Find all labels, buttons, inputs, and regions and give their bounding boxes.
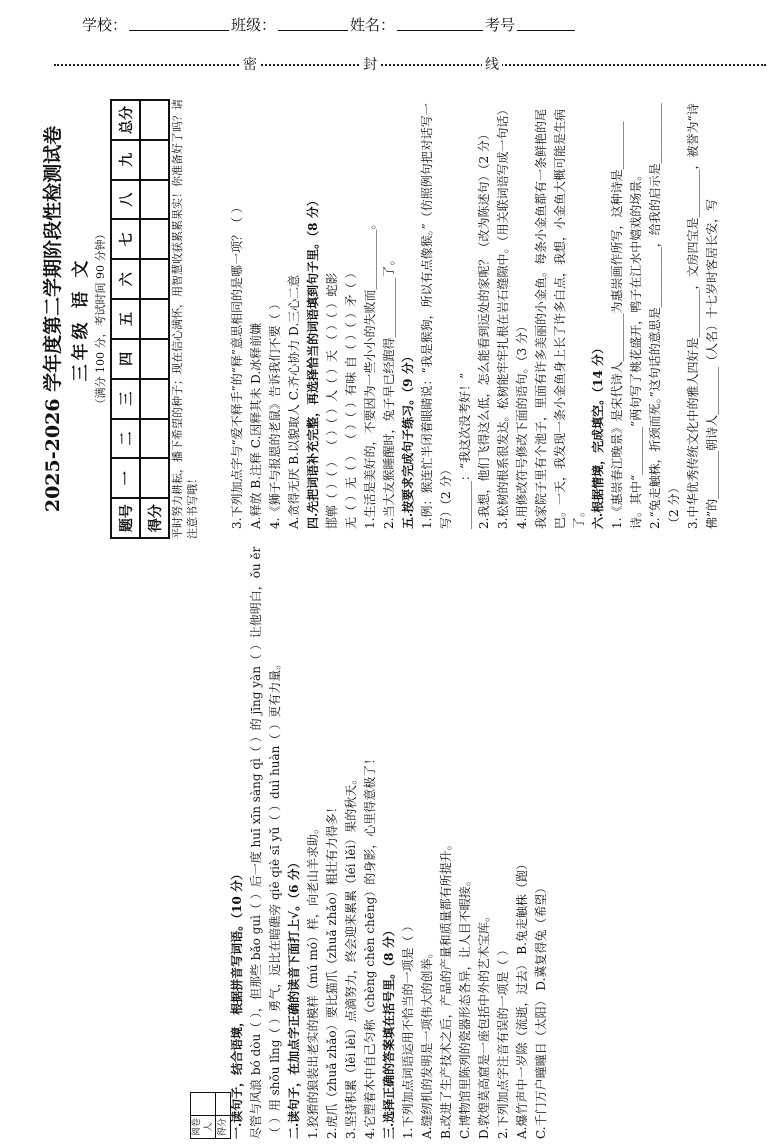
grader-reviewer-label: 阅卷人: [191, 1116, 216, 1139]
seal-char-mi: 密: [240, 54, 260, 74]
score-input-cell[interactable]: [140, 220, 169, 260]
score-table: [110, 99, 170, 539]
grader-score-label: 得分: [216, 1116, 231, 1139]
score-input-cell[interactable]: [140, 299, 169, 339]
grader-reviewer-cell[interactable]: [191, 1093, 216, 1116]
score-input-cell[interactable]: [140, 339, 169, 379]
question-line: C.博物馆里陈列的瓷器形态各异，让人目不暇接。: [458, 874, 472, 1139]
score-header-cell: 三: [111, 379, 140, 419]
question-line: A.缝纫机的发明是一项伟大的创举。: [420, 946, 434, 1139]
question-line: A.爆竹声中一岁除（流逝，过去） B.兔走触株（跑）: [515, 858, 529, 1139]
question-line: 1.例：猴连忙半闭着眼睛说：“我是猴狗，所以有点像猴。”（仿照例句把对话写一写）（2 分）: [420, 103, 453, 529]
question-line: 2.当大友猴睡醒时，兔子早已经跑得__________了。: [382, 253, 396, 529]
section-heading: 一.读句子，结合语境，根据拼音写词语。（10 分）: [230, 867, 244, 1139]
seal-line: [54, 52, 766, 76]
exam-number-field[interactable]: [517, 29, 575, 31]
question-line: 4.它塑着木中自己匀称（chèng chèn chēng）的身影，心里得意极了！: [363, 752, 377, 1139]
question-line: 1.生活是美好的，不要因为一些小小的失败而__________。: [363, 217, 377, 529]
seal-char-xian: 线: [482, 54, 502, 74]
paper-title: 2025-2026 学年度第二学期阶段性检测试卷: [42, 125, 64, 513]
question-line: ________：“我这次没考好！”: [458, 372, 472, 529]
question-line: D.敦煌莫高窟是一座包括中外的艺术宝库。: [477, 909, 491, 1139]
score-header-cell: 四: [111, 339, 140, 379]
question-line: 2.“兔走触株，折颈而死。”这句话的意思是__________，给我的启示是__________（2 分）: [648, 103, 681, 529]
exam-number-label: 考号: [485, 16, 516, 34]
question-line: B.改进了生产技术之后，产品的产量和质量都有所提升。: [439, 838, 453, 1139]
question-line: 无（ ）无（ ） （ ）（ ）有味 自（ ）（ ）矛（ ）: [344, 266, 358, 529]
name-label: 姓名：: [350, 16, 396, 34]
class-field[interactable]: [278, 29, 348, 31]
name-field[interactable]: [397, 29, 483, 31]
score-input-cell[interactable]: [140, 458, 169, 498]
section-heading: 五.按要求完成句子练习。（9 分）: [401, 350, 415, 529]
score-value-row: [140, 100, 169, 538]
score-header-cell: 五: [111, 299, 140, 339]
score-header-cell: 题号: [111, 498, 140, 538]
seal-char-feng: 封: [360, 54, 380, 74]
score-header-cell: 一: [111, 458, 140, 498]
score-header-cell: 七: [111, 220, 140, 260]
score-header-cell: 六: [111, 259, 140, 299]
section-heading: 四.先把词语补充完整，再选择恰当的词语填到句子里。（8 分）: [306, 194, 320, 529]
score-header-row: [111, 100, 140, 538]
question-line: 3.坚持积累（lěi lèi）点滴努力，终会迎来累累（léi lěi）果的秋天。: [344, 772, 358, 1139]
question-line: 2.虎爪（zhuǎ zhǎo）要比猫爪（zhuǎ zhǎo）粗壮有力得多！: [325, 801, 339, 1139]
question-line: 2.我想，他们飞得这么低，怎么能看到远处的家呢？（改为陈述句）（2 分）: [477, 128, 491, 529]
score-header-cell: 二: [111, 419, 140, 459]
score-input-cell[interactable]: [140, 419, 169, 459]
question-line: 尽管与风浪 bó dòu（ ），但那些 bǎo guì（ ）后一度 huī xīn sàng qì（ ）的 jīng yàn（ ）让他明白，ǒu ěr（ ）用 shǒu lǐng（ ）勇气，远比在暗礁旁 qiè qiè sī yǔ（ ）duì huàn（ ）更有力量。: [249, 546, 282, 1139]
class-label: 班级：: [231, 16, 277, 34]
score-input-cell[interactable]: [140, 259, 169, 299]
right-column: [228, 99, 722, 529]
section-heading: 三.选择正确的答案填在括号里。（8 分）: [382, 924, 396, 1139]
school-field[interactable]: [129, 29, 229, 31]
score-input-cell[interactable]: [140, 140, 169, 180]
section-heading: 二.读句子，在加点字正确的读音下面打上√。（6 分）: [287, 856, 301, 1139]
score-input-cell[interactable]: [140, 379, 169, 419]
question-line: 1.《惠崇春江晚景》是宋代诗人________为惠崇画作所写，这种诗是________诗。其中“________”两句写了桃花盛开，鸭子在江水中嬉戏的场景。: [610, 121, 643, 529]
question-line: A.释放 B.注释 C.因释其未 D.冰释前嫌: [249, 322, 263, 529]
question-line: 邯郸（ ）（ ） （ ）（ ）人（ ）天 （ ）（ ）蛇影: [325, 272, 339, 529]
section-heading: 六.根据情境，完成填空。（14 分）: [591, 341, 605, 529]
question-line: 1.下列加点词语运用不恰当的一项是（ ）: [401, 919, 415, 1139]
question-line: C.千门万户曈曈日（太阳） D.冀复得兔（希望）: [534, 881, 548, 1139]
question-line: A.贪得无厌 B.以貌取人 C.齐心协力 D.三心二意: [287, 274, 301, 529]
paper-subtitle: 三年级 语 文: [71, 256, 91, 382]
question-line: 2.下列加点字注音有误的一项是（ ）: [496, 943, 510, 1139]
paper-note: （满分 100 分，考试时间 90 分钟）: [94, 228, 107, 410]
question-line: 4.《狮子与报恩的老鼠》告诉我们不要（ ）: [268, 297, 282, 529]
dotted-divider: [54, 64, 766, 66]
question-line: 1.狡猾的狼装出老实的模样（mú mó）样，向老山羊求助。: [306, 822, 320, 1139]
school-label: 学校：: [82, 16, 128, 34]
paper-intro: 平时努力耕耘，播下希望的种子；现在信心满怀，用智慧收获累累果实！你准备好了吗？请注意书写哦！: [171, 99, 199, 539]
question-line: 3.松树的根系很发达。松树能牢牢扎根在岩石缝隙中。（用关联词语写成一句话）: [496, 103, 510, 529]
grader-box: [190, 1092, 231, 1139]
score-input-cell[interactable]: [140, 100, 169, 140]
score-header-cell: 总分: [111, 100, 140, 140]
score-header-cell: 八: [111, 180, 140, 220]
question-line: 4.用修改符号修改下面的语句。（3 分）: [515, 320, 529, 529]
score-input-cell[interactable]: [140, 180, 169, 220]
question-line: 3.下列加点字与“爱不释手”的“释”意思相同的是哪一项？（ ）: [230, 201, 244, 529]
exam-paper-rotated: [30, 99, 750, 1139]
score-row-label: 得分: [140, 498, 169, 538]
left-column: [228, 539, 551, 1139]
score-header-cell: 九: [111, 140, 140, 180]
question-line: 3.中华优秀传统文化中的雅人四好是________，文房四宝是________，被誉为“诗佛”的________朝诗人________（人名）十七岁时客居长安，写: [686, 103, 719, 529]
student-info-header: [82, 14, 762, 35]
question-line: 我家院子里有个池子，里面有许多美丽的小金鱼。每条小金鱼都有一条鲜艳的尾巴。一天，我发现一条小金鱼身上长了许多白点，我想，小金鱼大概可能是生病了。: [534, 108, 586, 529]
